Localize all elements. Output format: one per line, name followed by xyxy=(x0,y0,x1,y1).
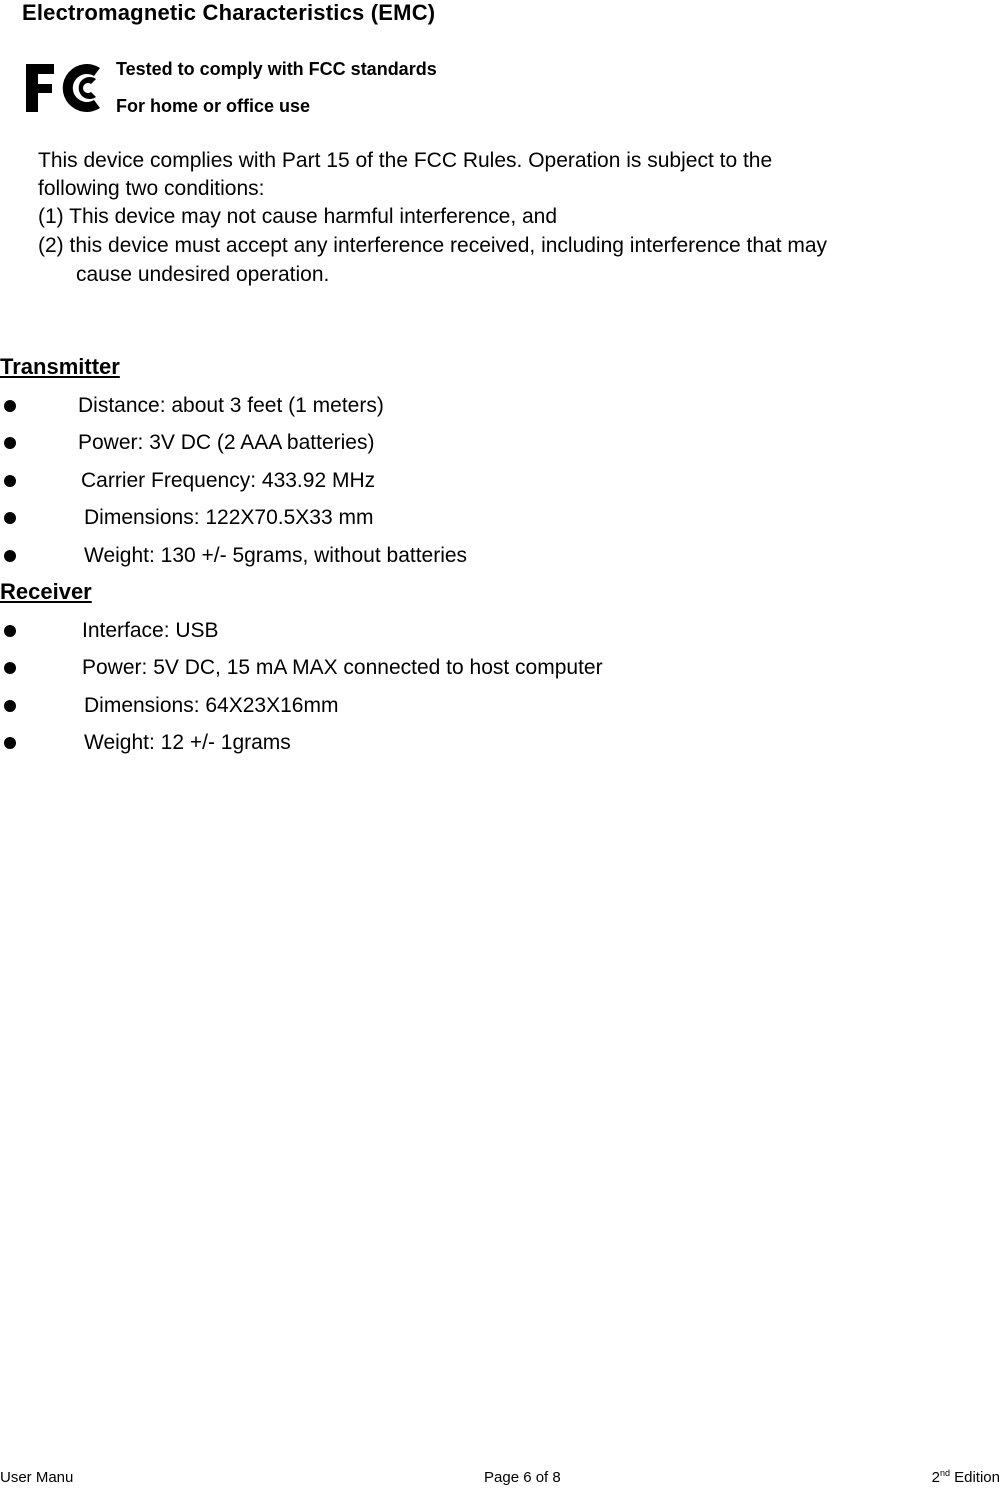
footer-edition: 2nd Edition xyxy=(931,1468,1000,1486)
compliance-line-1: This device complies with Part 15 of the FCC Rules. Operation is subject to the xyxy=(38,149,773,172)
bullet-icon xyxy=(4,662,16,674)
transmitter-dimensions: Dimensions: 122X70.5X33 mm xyxy=(84,506,374,529)
receiver-weight: Weight: 12 +/- 1grams xyxy=(84,731,291,754)
page-title: Electromagnetic Characteristics (EMC) xyxy=(22,0,436,25)
compliance-line-2: following two conditions: xyxy=(38,177,265,200)
bullet-icon xyxy=(4,475,16,487)
bullet-icon xyxy=(4,737,16,749)
fcc-usage-text: For home or office use xyxy=(116,96,311,116)
compliance-condition-2-continued: cause undesired operation. xyxy=(76,263,330,286)
compliance-condition-1: (1) This device may not cause harmful interference, and xyxy=(38,205,558,228)
receiver-interface: Interface: USB xyxy=(82,619,219,642)
transmitter-distance: Distance: about 3 feet (1 meters) xyxy=(78,394,384,417)
footer-page-number: Page 6 of 8 xyxy=(484,1469,561,1486)
footer-manual-name: User Manu xyxy=(0,1469,74,1486)
compliance-condition-2: (2) this device must accept any interference received, including interference that may xyxy=(38,234,828,257)
bullet-icon xyxy=(4,512,16,524)
transmitter-frequency: Carrier Frequency: 433.92 MHz xyxy=(81,469,376,492)
receiver-power: Power: 5V DC, 15 mA MAX connected to host computer xyxy=(82,656,603,679)
bullet-icon xyxy=(4,400,16,412)
bullet-icon xyxy=(4,437,16,449)
bullet-icon xyxy=(4,625,16,637)
receiver-heading: Receiver xyxy=(0,579,92,604)
receiver-dimensions: Dimensions: 64X23X16mm xyxy=(84,694,339,717)
transmitter-heading: Transmitter xyxy=(0,354,120,379)
transmitter-weight: Weight: 130 +/- 5grams, without batteries xyxy=(84,544,468,567)
fcc-logo xyxy=(24,60,102,116)
fcc-tested-text: Tested to comply with FCC standards xyxy=(116,59,437,79)
bullet-icon xyxy=(4,700,16,712)
bullet-icon xyxy=(4,550,16,562)
transmitter-power: Power: 3V DC (2 AAA batteries) xyxy=(78,431,375,454)
